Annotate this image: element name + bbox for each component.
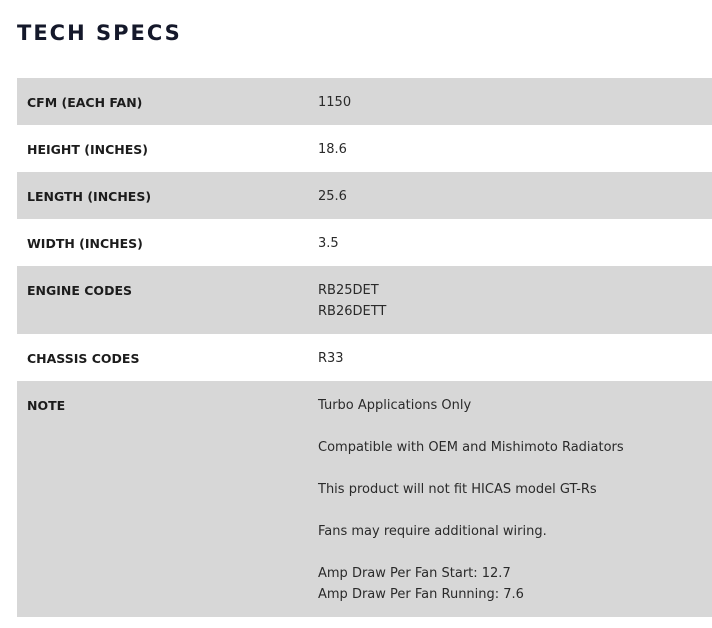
table-row xyxy=(17,78,712,125)
table-row xyxy=(17,125,712,172)
spec-label-note: NOTE xyxy=(17,381,308,617)
note-line: Amp Draw Per Fan Running: 7.6 xyxy=(318,587,524,602)
note-line: Amp Draw Per Fan Start: 12.7 xyxy=(318,566,511,581)
note-line: This product will not fit HICAS model GT-Rs xyxy=(318,482,597,497)
value-line: RB26DETT xyxy=(318,304,387,319)
spec-value-height xyxy=(308,125,712,172)
table-row xyxy=(17,334,712,381)
spec-value-chassis-codes xyxy=(308,334,712,381)
table-row xyxy=(17,172,712,219)
spec-value-cfm xyxy=(308,78,712,125)
spec-value-length xyxy=(308,172,712,219)
spec-label-cfm: CFM (EACH FAN) xyxy=(17,78,308,125)
note-line: Turbo Applications Only xyxy=(318,398,472,413)
spec-label-height: HEIGHT (INCHES) xyxy=(27,142,148,157)
tech-specs-table xyxy=(17,78,712,617)
table-row xyxy=(17,266,712,334)
note-line: Fans may require additional wiring. xyxy=(318,524,547,539)
table-row xyxy=(17,381,712,617)
spec-value-engine-codes xyxy=(308,266,712,334)
spec-label-engine-codes: ENGINE CODES xyxy=(17,266,308,334)
value-line: R33 xyxy=(318,351,344,366)
spec-value-note xyxy=(308,381,712,617)
value-line: 1150 xyxy=(318,95,352,110)
table-row xyxy=(17,219,712,266)
spec-label-width: WIDTH (INCHES) xyxy=(27,236,143,251)
page-title: TECH SPECS xyxy=(17,21,182,45)
value-line: 25.6 xyxy=(318,189,347,204)
value-line: RB25DET xyxy=(318,283,379,298)
value-line: 18.6 xyxy=(318,142,347,157)
value-line: 3.5 xyxy=(318,236,339,251)
spec-label-length: LENGTH (INCHES) xyxy=(17,172,308,219)
note-line: Compatible with OEM and Mishimoto Radiators xyxy=(318,440,624,455)
spec-value-width xyxy=(308,219,712,266)
spec-label-chassis-codes: CHASSIS CODES xyxy=(27,351,140,366)
